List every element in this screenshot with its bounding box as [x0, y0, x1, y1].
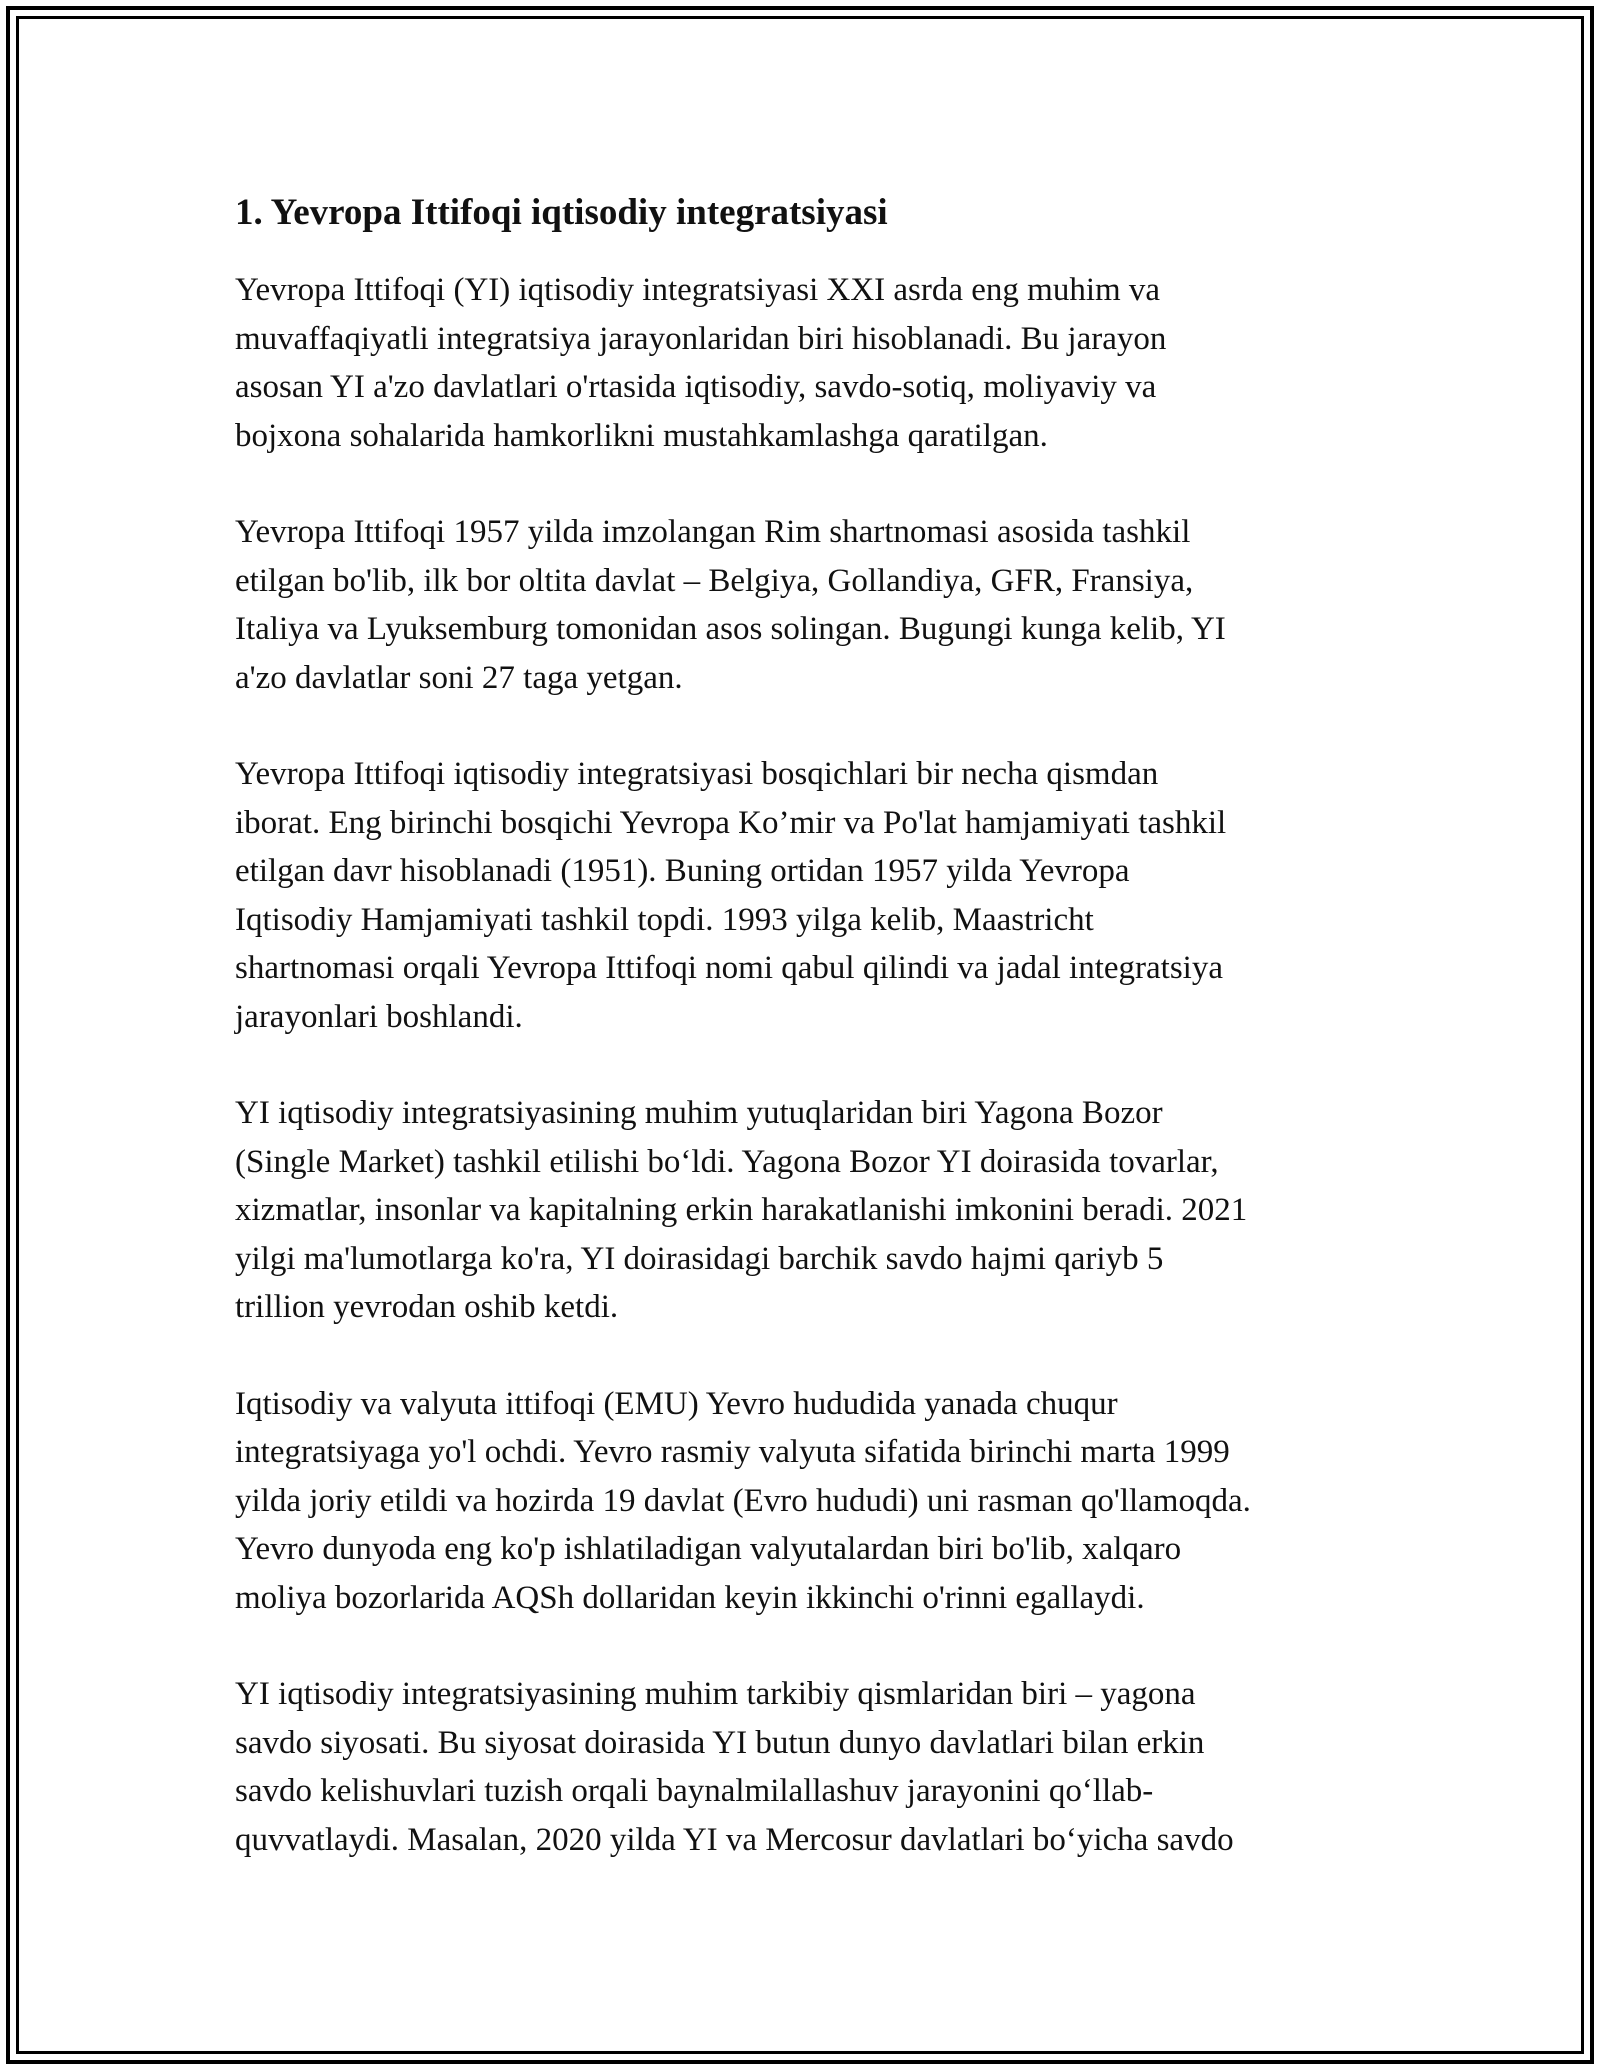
text-line: Yevropa Ittifoqi 1957 yilda imzolangan Rim shartnomasi asosida tashkil: [235, 514, 1191, 550]
text-line: jarayonlari boshlandi.: [235, 998, 523, 1035]
paragraph-6: [235, 1670, 1375, 1864]
text-line: bojxona sohalarida hamkorlikni mustahkamlashga qaratilgan.: [235, 417, 1048, 454]
text-line: etilgan davr hisoblanadi (1951). Buning ortidan 1957 yilda Yevropa: [235, 853, 1130, 889]
text-line: iborat. Eng birinchi bosqichi Yevropa Ko’mir va Po'lat hamjamiyati tashkil: [235, 804, 1227, 841]
text-line: savdo kelishuvlari tuzish orqali baynalmilallashuv jarayonini qo‘llab-: [235, 1773, 1154, 1809]
text-line: savdo siyosati. Bu siyosat doirasida YI butun dunyo davlatlari bilan erkin: [235, 1724, 1205, 1761]
text-line: moliya bozorlarida AQSh dollaridan keyin ikkinchi o'rinni egallaydi.: [235, 1579, 1145, 1616]
text-line: (Single Market) tashkil etilishi bo‘ldi. Yagona Bozor YI doirasida tovarlar,: [235, 1143, 1219, 1180]
text-line: Yevropa Ittifoqi iqtisodiy integratsiyasi bosqichlari bir necha qismdan: [235, 756, 1159, 792]
text-line: integratsiyaga yo'l ochdi. Yevro rasmiy valyuta sifatida birinchi marta 1999: [235, 1434, 1230, 1470]
text-line: a'zo davlatlar soni 27 taga yetgan.: [235, 659, 683, 696]
text-line: yilgi ma'lumotlarga ko'ra, YI doirasidagi barchik savdo hajmi qariyb 5: [235, 1240, 1164, 1277]
text-line: YI iqtisodiy integratsiyasining muhim tarkibiy qismlaridan biri – yagona: [235, 1676, 1196, 1712]
document-heading: 1. Yevropa Ittifoqi iqtisodiy integratsiyasi: [235, 192, 888, 233]
paragraph-2: [235, 508, 1375, 702]
paragraph-5: [235, 1380, 1375, 1623]
text-line: quvvatlaydi. Masalan, 2020 yilda YI va Mercosur davlatlari bo‘yicha savdo: [235, 1821, 1234, 1858]
text-line: Iqtisodiy Hamjamiyati tashkil topdi. 1993 yilga kelib, Maastricht: [235, 901, 1094, 938]
paragraph-4: [235, 1089, 1375, 1332]
text-line: yilda joriy etildi va hozirda 19 davlat (Evro hududi) uni rasman qo'llamoqda.: [235, 1482, 1251, 1519]
text-line: xizmatlar, insonlar va kapitalning erkin harakatlanishi imkonini beradi. 2021: [235, 1192, 1248, 1228]
text-line: Italiya va Lyuksemburg tomonidan asos solingan. Bugungi kunga kelib, YI: [235, 611, 1226, 647]
document-body: [235, 190, 1375, 1912]
text-line: etilgan bo'lib, ilk bor oltita davlat – Belgiya, Gollandiya, GFR, Fransiya,: [235, 562, 1194, 599]
text-line: shartnomasi orqali Yevropa Ittifoqi nomi qabul qilindi va jadal integratsiya: [235, 950, 1223, 986]
text-line: asosan YI a'zo davlatlari o'rtasida iqtisodiy, savdo-sotiq, moliyaviy va: [235, 369, 1157, 405]
paragraph-3: [235, 750, 1375, 1041]
text-line: Iqtisodiy va valyuta ittifoqi (EMU) Yevro hududida yanada chuqur: [235, 1385, 1118, 1422]
text-line: Yevropa Ittifoqi (YI) iqtisodiy integratsiyasi XXI asrda eng muhim va: [235, 272, 1161, 308]
text-line: trillion yevrodan oshib ketdi.: [235, 1289, 619, 1325]
text-line: muvaffaqiyatli integratsiya jarayonlaridan biri hisoblanadi. Bu jarayon: [235, 320, 1167, 357]
text-line: Yevro dunyoda eng ko'p ishlatiladigan valyutalardan biri bo'lib, xalqaro: [235, 1531, 1182, 1567]
text-line: YI iqtisodiy integratsiyasining muhim yutuqlaridan biri Yagona Bozor: [235, 1095, 1163, 1131]
paragraph-1: [235, 266, 1375, 460]
